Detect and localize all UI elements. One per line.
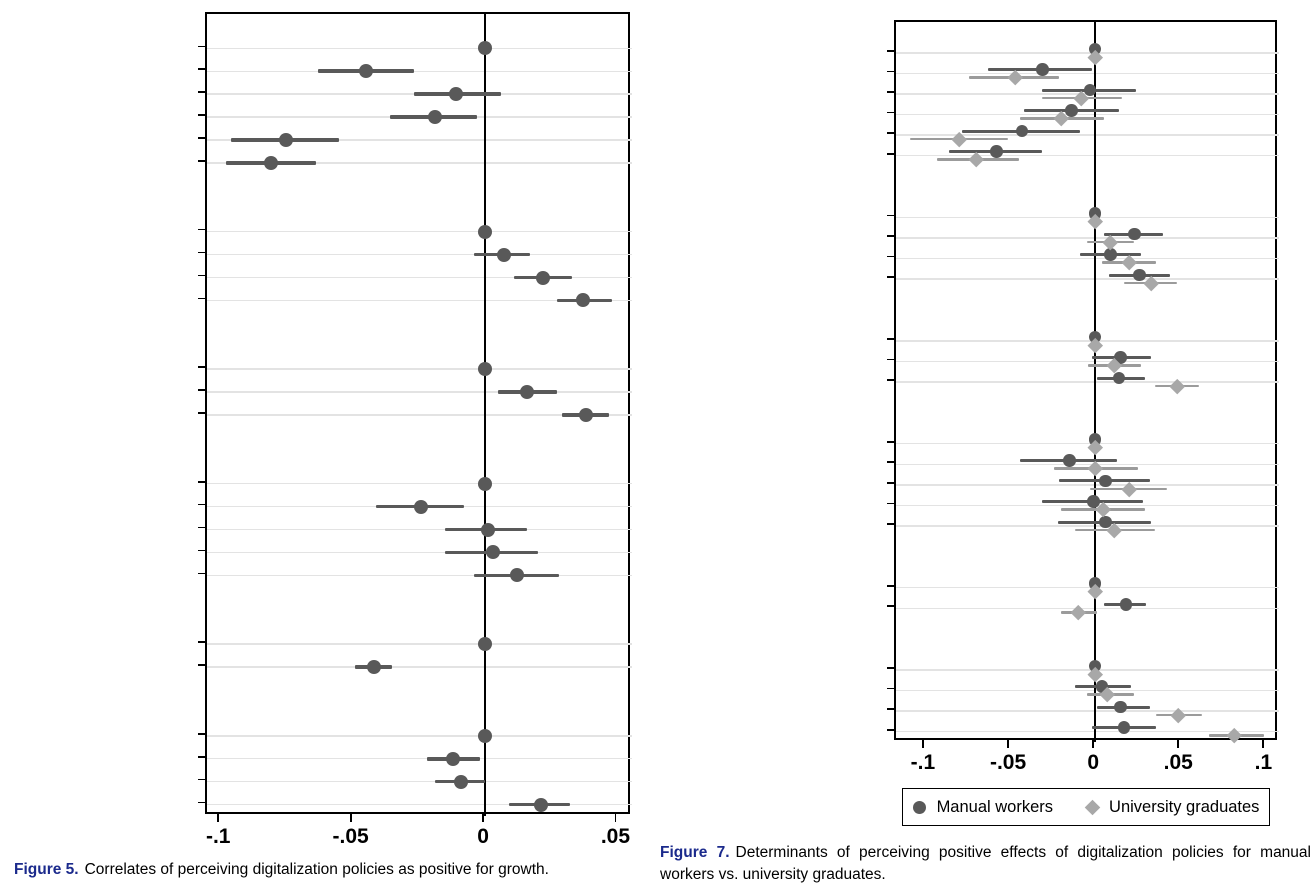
category-tick <box>198 160 206 162</box>
x-axis-tick <box>350 814 352 822</box>
gridline <box>896 340 1279 342</box>
x-axis-tick-label: -.1 <box>910 751 936 774</box>
legend <box>902 788 1270 826</box>
manual_workers-marker-circle <box>1063 454 1076 467</box>
gridline <box>207 575 632 577</box>
estimate-marker-circle <box>478 729 492 743</box>
figure7-caption-text: Determinants of perceiving positive effects of digitalization policies for manual workers vs. university graduates. <box>660 844 1311 883</box>
gridline <box>207 758 632 760</box>
gridline <box>896 73 1279 75</box>
x-axis-tick-label: .05 <box>1163 751 1193 774</box>
figure5-caption <box>14 859 634 881</box>
estimate-marker-circle <box>520 385 534 399</box>
manual_workers-marker-circle <box>1065 104 1078 117</box>
category-tick <box>198 91 206 93</box>
category-tick <box>887 338 895 340</box>
category-tick <box>887 276 895 278</box>
category-tick <box>198 366 206 368</box>
category-tick <box>887 503 895 505</box>
x-axis-tick-label: .05 <box>600 825 631 848</box>
gridline <box>896 669 1279 671</box>
category-tick <box>198 779 206 781</box>
estimate-marker-circle <box>454 775 468 789</box>
figure7-caption-label: Figure 7. <box>660 844 730 861</box>
gridline <box>896 690 1279 692</box>
x-axis-tick-label: 0 <box>1087 751 1099 774</box>
gridline <box>207 735 632 737</box>
estimate-marker-circle <box>478 225 492 239</box>
category-tick <box>887 359 895 361</box>
gridline <box>896 155 1279 157</box>
category-tick <box>198 756 206 758</box>
estimate-marker-circle <box>478 477 492 491</box>
manual_workers-marker-circle <box>1128 228 1141 241</box>
figure5-caption-label: Figure 5. <box>14 861 79 878</box>
category-tick <box>887 441 895 443</box>
category-tick <box>887 708 895 710</box>
x-axis-tick-label: .1 <box>1254 751 1273 774</box>
gridline <box>896 237 1279 239</box>
category-tick <box>198 527 206 529</box>
plot-area <box>205 12 630 814</box>
estimate-marker-circle <box>428 110 442 124</box>
gridline <box>896 114 1279 116</box>
estimate-marker-circle <box>359 64 373 78</box>
estimate-marker-circle <box>478 362 492 376</box>
plot-area <box>894 20 1277 740</box>
manual_workers-marker-circle <box>1120 598 1133 611</box>
gridline <box>207 48 632 50</box>
category-tick <box>887 729 895 731</box>
x-axis-tick-label: -.1 <box>205 825 231 848</box>
estimate-marker-circle <box>446 752 460 766</box>
zero-reference-line <box>484 14 486 816</box>
legend-entry <box>1087 798 1259 817</box>
manual_workers-marker-circle <box>1133 269 1146 282</box>
gridline <box>896 258 1279 260</box>
x-axis-tick-label: -.05 <box>332 825 369 848</box>
category-tick <box>198 68 206 70</box>
category-tick <box>198 46 206 48</box>
category-tick <box>887 688 895 690</box>
legend-label: Manual workers <box>936 797 1054 816</box>
estimate-marker-circle <box>510 568 524 582</box>
gridline <box>896 731 1279 733</box>
category-tick <box>887 523 895 525</box>
gridline <box>207 529 632 531</box>
category-tick <box>198 573 206 575</box>
estimate-marker-circle <box>414 500 428 514</box>
category-tick <box>198 481 206 483</box>
estimate-marker-circle <box>576 293 590 307</box>
category-tick <box>198 641 206 643</box>
gridline <box>896 464 1279 466</box>
category-tick <box>887 153 895 155</box>
category-tick <box>198 733 206 735</box>
x-axis-tick <box>1177 740 1179 748</box>
category-tick <box>887 667 895 669</box>
category-tick <box>887 235 895 237</box>
figure5-caption-text: Correlates of perceiving digitalization policies as positive for growth. <box>84 861 549 878</box>
x-axis-tick-label: -.05 <box>989 751 1027 774</box>
estimate-marker-circle <box>486 545 500 559</box>
legend-circle-icon <box>913 801 926 814</box>
category-tick <box>198 275 206 277</box>
gridline <box>896 587 1279 589</box>
gridline <box>207 483 632 485</box>
gridline <box>896 52 1279 54</box>
zero-reference-line <box>1094 22 1096 742</box>
estimate-marker-circle <box>478 637 492 651</box>
gridline <box>207 552 632 554</box>
category-tick <box>198 389 206 391</box>
category-tick <box>198 137 206 139</box>
plot-inner <box>896 22 1275 738</box>
gridline <box>896 443 1279 445</box>
plot-inner <box>207 14 628 812</box>
manual_workers-marker-circle <box>1036 63 1049 76</box>
gridline <box>207 391 632 393</box>
gridline <box>896 525 1279 527</box>
category-tick <box>887 379 895 381</box>
category-tick <box>198 550 206 552</box>
estimate-marker-circle <box>481 523 495 537</box>
gridline <box>207 666 632 668</box>
category-tick <box>198 252 206 254</box>
estimate-marker-circle <box>579 408 593 422</box>
x-axis-tick <box>1262 740 1264 748</box>
gridline <box>896 278 1279 280</box>
estimate-marker-circle <box>367 660 381 674</box>
estimate-marker-circle <box>449 87 463 101</box>
manual_workers-marker-circle <box>1099 475 1112 488</box>
category-tick <box>887 215 895 217</box>
x-axis-tick-label: 0 <box>477 825 489 848</box>
category-tick <box>887 91 895 93</box>
manual_workers-marker-circle <box>1104 248 1117 261</box>
category-tick <box>198 504 206 506</box>
gridline <box>896 710 1279 712</box>
gridline <box>207 781 632 783</box>
estimate-marker-circle <box>534 798 548 812</box>
legend-diamond-icon <box>1085 799 1101 815</box>
category-tick <box>887 112 895 114</box>
gridline <box>207 71 632 73</box>
gridline <box>896 217 1279 219</box>
gridline <box>207 231 632 233</box>
x-axis-tick <box>922 740 924 748</box>
category-tick <box>198 298 206 300</box>
gridline <box>207 368 632 370</box>
category-tick <box>887 132 895 134</box>
category-tick <box>887 605 895 607</box>
category-tick <box>198 229 206 231</box>
manual_workers-marker-circle <box>990 145 1003 158</box>
category-tick <box>887 585 895 587</box>
x-axis-tick <box>615 814 617 822</box>
gridline <box>896 361 1279 363</box>
category-tick <box>198 802 206 804</box>
estimate-marker-circle <box>497 248 511 262</box>
category-tick <box>887 50 895 52</box>
gridline <box>896 381 1279 383</box>
category-tick <box>887 256 895 258</box>
gridline <box>896 608 1279 610</box>
estimate-marker-circle <box>478 41 492 55</box>
legend-entry <box>913 798 1053 817</box>
gridline <box>207 643 632 645</box>
estimate-marker-circle <box>279 133 293 147</box>
gridline <box>207 254 632 256</box>
category-tick <box>198 664 206 666</box>
x-axis-tick <box>217 814 219 822</box>
figure7-caption <box>660 842 1311 886</box>
estimate-marker-circle <box>536 271 550 285</box>
x-axis-tick <box>1007 740 1009 748</box>
category-tick <box>198 412 206 414</box>
category-tick <box>887 461 895 463</box>
category-tick <box>887 482 895 484</box>
gridline <box>896 484 1279 486</box>
estimate-marker-circle <box>264 156 278 170</box>
category-tick <box>887 71 895 73</box>
category-tick <box>198 114 206 116</box>
legend-label: University graduates <box>1109 797 1260 816</box>
